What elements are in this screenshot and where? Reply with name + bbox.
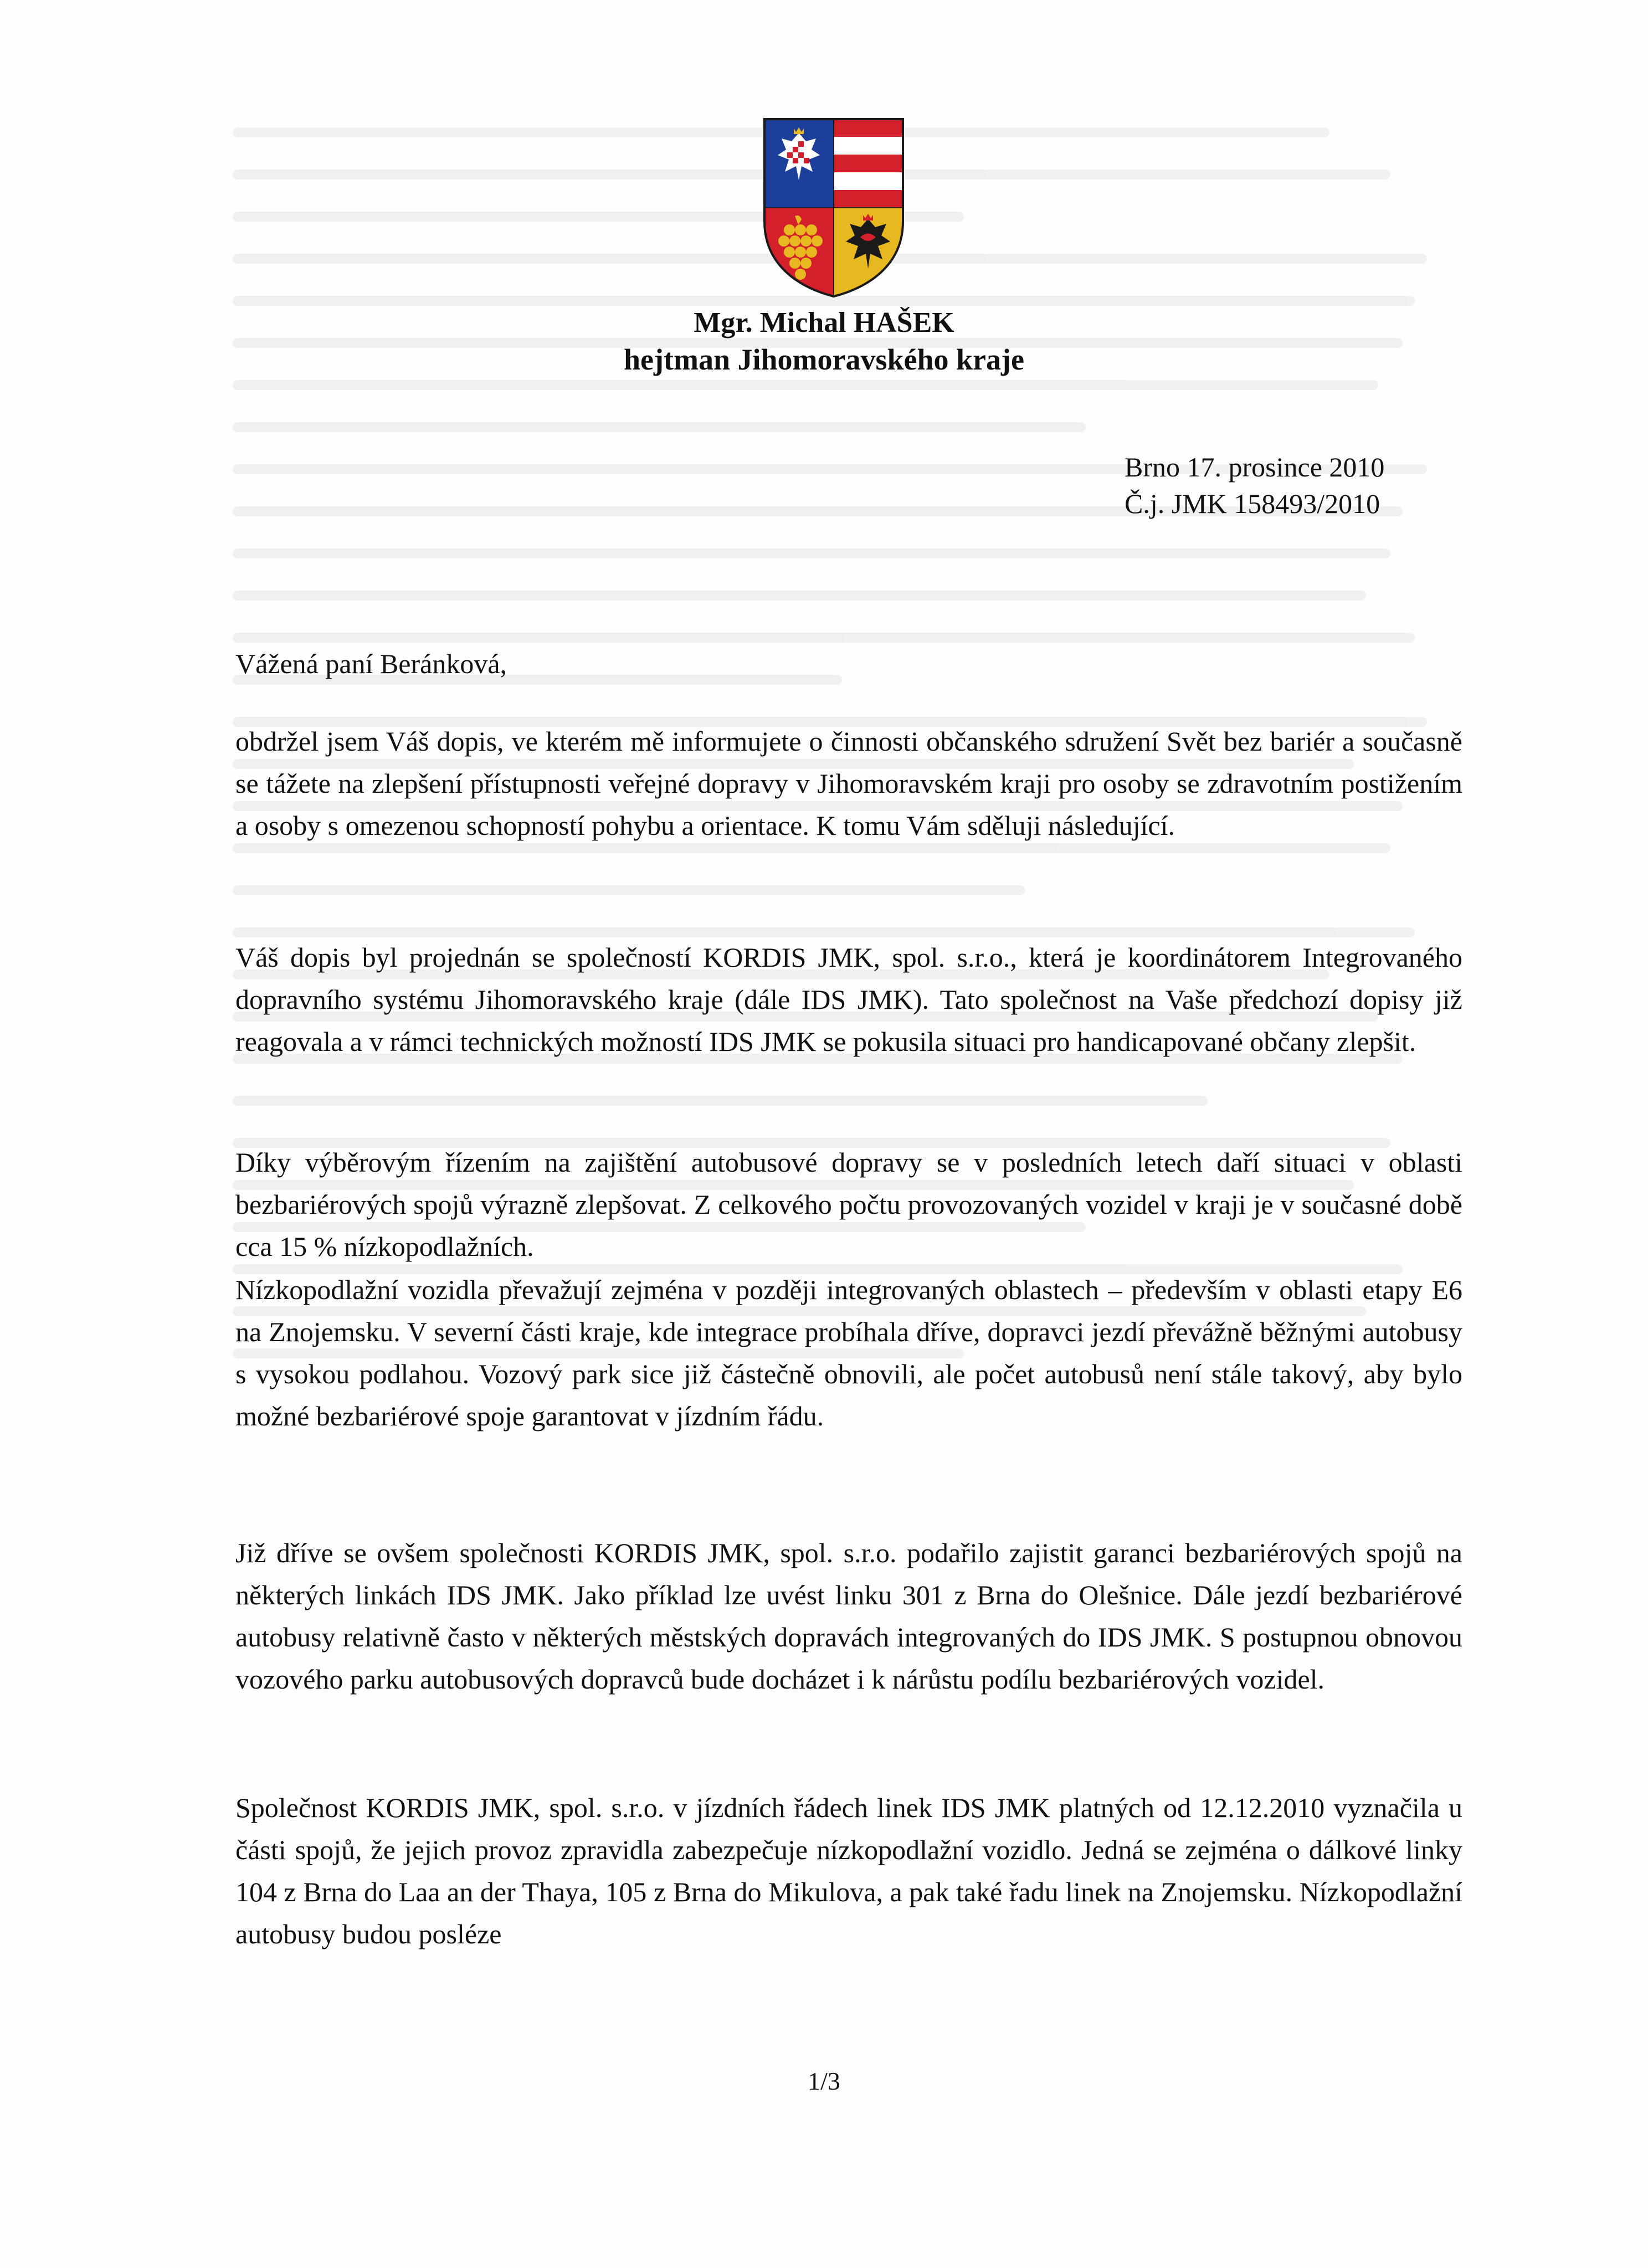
page-number: 1/3 (808, 2067, 840, 2095)
paragraph-6: Společnost KORDIS JMK, spol. s.r.o. v jízdních řádech linek IDS JMK platných od 12.12.2010 vyznačila u části spojů, že jejich provoz zpravidla zabezpečuje nízkopodlažní vozidlo. Jedná se zejména o dálkové linky 104 z Brna do Laa an der Thaya, 105 z Brna do Mikulova, a pak také řadu linek na Znojemsku. Nízkopodlažní autobusy budou posléze (235, 1792, 1462, 1949)
salutation: Vážená paní Beránková, (235, 648, 507, 679)
sender-name: Mgr. Michal HAŠEK (694, 307, 954, 338)
paragraph-2: Váš dopis byl projednán se společností KORDIS JMK, spol. s.r.o., která je koordinátorem Integrovaného dopravního systému Jihomoravského kraje (dále IDS JMK). Tato společnost na Vaše předchozí dopisy již reagovala a v rámci technických možností IDS JMK se pokusila situaci pro handicapované občany zlepšit. (235, 942, 1462, 1057)
date-block (1125, 449, 1384, 522)
paragraph-4: Nízkopodlažní vozidla převažují zejména v později integrovaných oblastech – především v oblasti etapy E6 na Znojemsku. V severní části kraje, kde integrace probíhala dříve, dopravci jezdí převážně běžnými autobusy s vysokou podlahou. Vozový park sice již částečně obnovili, ale počet autobusů není stále takový, aby bylo možné bezbariérové spoje garantovat v jízdním řádu. (235, 1274, 1462, 1431)
south-moravian-coat-of-arms-icon (762, 116, 906, 299)
paragraph-5: Již dříve se ovšem společnosti KORDIS JMK, spol. s.r.o. podařilo zajistit garanci bezbariérových spojů na některých linkách IDS JMK. Jako příklad lze uvést linku 301 z Brna do Olešnice. Dále jezdí bezbariérové autobusy relativně často v některých městských dopravách integrovaných do IDS JMK. S postupnou obnovou vozového parku autobusových dopravců bude docházet i k nárůstu podílu bezbariérových vozidel. (235, 1537, 1462, 1695)
paragraph-1: obdržel jsem Váš dopis, ve kterém mě informujete o činnosti občanského sdružení Svět bez bariér a současně se tážete na zlepšení přístupnosti veřejné dopravy v Jihomoravském kraji pro osoby se zdravotním postižením a osoby s omezenou schopností pohybu a orientace. K tomu Vám sděluji následující. (235, 726, 1462, 841)
place-date: Brno 17. prosince 2010 (1125, 451, 1385, 483)
paragraph-3: Díky výběrovým řízením na zajištění autobusové dopravy se v posledních letech daří situaci v oblasti bezbariérových spojů výrazně zlepšovat. Z celkového počtu provozovaných vozidel v kraji je v současné době cca 15 % nízkopodlažních. (235, 1147, 1462, 1262)
reference-number: Č.j. JMK 158493/2010 (1125, 488, 1380, 519)
sender-role: hejtman Jihomoravského kraje (624, 343, 1024, 376)
